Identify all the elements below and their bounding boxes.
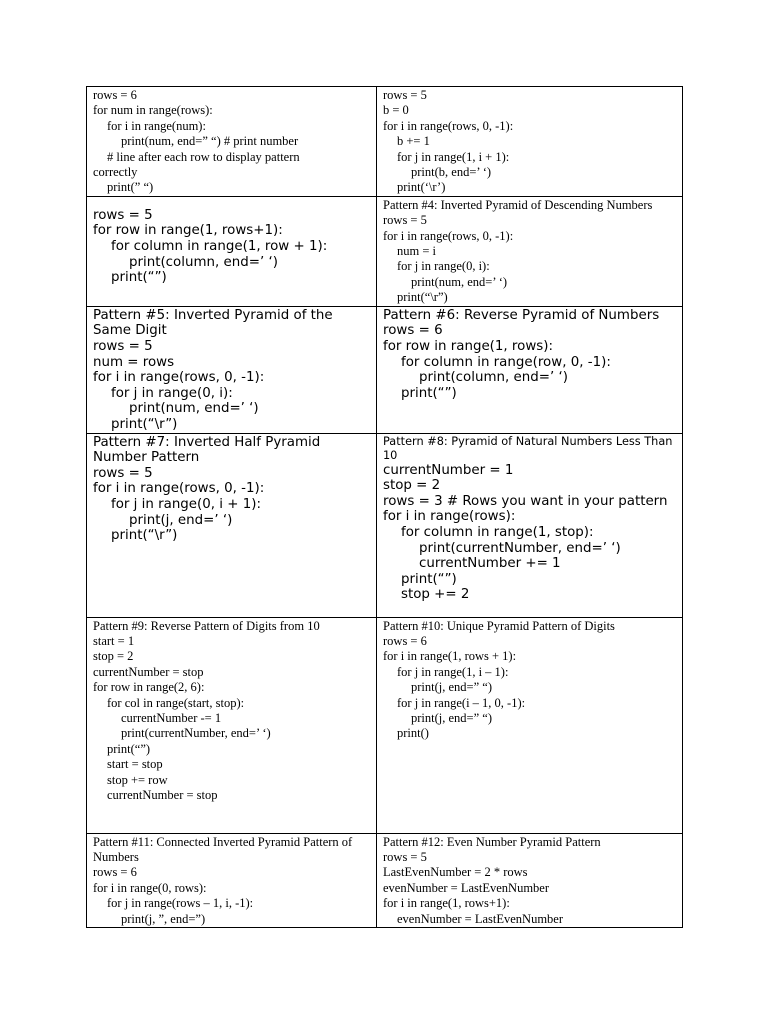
code-line: print(column, end=’ ‘) (129, 254, 278, 270)
code-line: for row in range(1, rows+1): (93, 223, 283, 239)
code-line: print(num, end=’ ‘) (129, 401, 259, 417)
code-line: for num in range(rows): (93, 103, 213, 118)
pattern-title: Pattern #6: Reverse Pyramid of Numbers (383, 307, 660, 323)
code-line: for j in range(i – 1, 0, -1): (397, 695, 526, 710)
pattern-title: Pattern #11: Connected Inverted Pyramid Pattern of Numbers (93, 834, 353, 864)
code-line: for j in range(1, i – 1): (397, 664, 509, 679)
cell-pattern-2 (377, 87, 683, 197)
code-line: print(b, end=’ ‘) (411, 165, 492, 180)
code-line: print(“”) (111, 270, 167, 286)
code-line: currentNumber = stop (107, 788, 218, 803)
cell-pattern-8 (377, 433, 683, 617)
code-line: rows = 5 (93, 465, 153, 481)
pattern-title: Pattern #7: Inverted Half Pyramid Number Pattern (93, 434, 321, 466)
code-line: for i in range(rows): (383, 509, 516, 525)
cell-pattern-7 (87, 433, 377, 617)
code-line: for row in range(1, rows): (383, 339, 554, 355)
code-line: rows = 5 (383, 850, 427, 864)
code-line: print(“”) (401, 571, 457, 587)
pattern-title: Pattern #4: Inverted Pyramid of Descending Numbers (383, 197, 653, 212)
code-line: for i in range(rows, 0, -1): (93, 481, 265, 497)
code-line: correctly (93, 165, 138, 180)
code-line: print(“”) (107, 741, 151, 756)
code-line: print(column, end=’ ‘) (419, 370, 568, 386)
code-line: for row in range(2, 6): (93, 680, 205, 695)
code-line: rows = 5 (383, 88, 427, 102)
code-line: print(j, ”, end=”) (121, 911, 206, 926)
code-line: print(” “) (107, 180, 154, 195)
code-line: print(num, end=’ ‘) (411, 274, 508, 289)
code-line: stop = 2 (93, 649, 134, 664)
cell-pattern-12 (377, 833, 683, 927)
pattern-title: Pattern #9: Reverse Pattern of Digits from 10 (93, 618, 320, 633)
code-line: start = stop (107, 757, 163, 772)
code-line: start = 1 (93, 634, 135, 648)
code-line: stop += 2 (401, 587, 470, 603)
code-line: print(j, end=’ ‘) (129, 512, 233, 528)
code-line: print(currentNumber, end=’ ‘) (121, 726, 271, 741)
code-line: b += 1 (397, 134, 430, 149)
code-line: for i in range(rows, 0, -1): (93, 370, 265, 386)
code-line: for i in range(0, rows): (93, 880, 207, 895)
code-line: stop += row (107, 772, 168, 787)
code-line: currentNumber = 1 (383, 462, 514, 478)
cell-pattern-5 (87, 306, 377, 433)
code-line: currentNumber += 1 (419, 556, 561, 572)
code-line: # line after each row to display pattern (107, 149, 300, 164)
document-page (86, 86, 682, 928)
code-line: for col in range(start, stop): (107, 695, 245, 710)
code-line: for column in range(row, 0, -1): (401, 354, 611, 370)
code-line: for i in range(rows, 0, -1): (383, 228, 514, 243)
cell-pattern-1 (87, 87, 377, 197)
code-line: for j in range(0, i): (397, 259, 490, 274)
code-line: for j in range(0, i + 1): (111, 496, 262, 512)
code-line: for column in range(1, stop): (401, 524, 594, 540)
cell-pattern-10 (377, 617, 683, 833)
code-line: print(j, end=” “) (411, 680, 492, 695)
code-line: rows = 5 (383, 213, 427, 228)
code-line: print(‘\r’) (397, 180, 446, 195)
cell-pattern-4 (377, 196, 683, 306)
code-line: for column in range(1, row + 1): (111, 239, 328, 255)
patterns-table (86, 86, 683, 928)
pattern-title: Pattern #10: Unique Pyramid Pattern of Digits (383, 618, 615, 633)
code-line: currentNumber = stop (93, 664, 204, 679)
code-line: print(“”) (401, 385, 457, 401)
code-line: stop = 2 (383, 478, 441, 494)
code-line: print(“\r”) (397, 290, 448, 305)
cell-pattern-9 (87, 617, 377, 833)
code-line: print(j, end=” “) (411, 711, 492, 726)
cell-pattern-11 (87, 833, 377, 927)
cell-pattern-6 (377, 306, 683, 433)
code-line: rows = 6 (93, 865, 137, 880)
code-line: b = 0 (383, 103, 409, 118)
code-line: evenNumber = LastEvenNumber (383, 880, 550, 895)
code-line: evenNumber = LastEvenNumber (397, 911, 564, 926)
pattern-title: Pattern #5: Inverted Pyramid of the Same Digit (93, 307, 333, 339)
code-line: print(“\r”) (111, 417, 178, 432)
code-line: print(currentNumber, end=’ ‘) (419, 540, 621, 556)
code-line: for j in range(1, i + 1): (397, 149, 510, 164)
code-line: print(num, end=” “) # print number (121, 134, 299, 149)
cell-pattern-3 (87, 196, 377, 306)
code-line: rows = 6 (383, 634, 427, 648)
code-line: for i in range(1, rows + 1): (383, 649, 517, 664)
code-line: num = i (397, 244, 436, 259)
pattern-title: Pattern #8: Pyramid of Natural Numbers Less Than 10 (383, 434, 673, 462)
code-line: rows = 5 (93, 207, 153, 223)
code-line: print(“\r”) (111, 528, 178, 544)
code-line: num = rows (93, 354, 175, 370)
code-line: currentNumber -= 1 (121, 711, 222, 726)
code-line: for i in range(1, rows+1): (383, 896, 510, 911)
code-line: rows = 3 # Rows you want in your pattern (383, 493, 668, 509)
code-line: for i in range(num): (107, 118, 206, 133)
code-line: rows = 5 (93, 339, 153, 355)
code-line: print() (397, 726, 429, 741)
code-line: LastEvenNumber = 2 * rows (383, 865, 528, 880)
code-line: rows = 6 (383, 323, 443, 339)
code-line: rows = 6 (93, 88, 137, 102)
code-line: for j in range(0, i): (111, 385, 233, 401)
code-line: for j in range(rows – 1, i, -1): (107, 896, 254, 911)
code-line: for i in range(rows, 0, -1): (383, 118, 514, 133)
pattern-title: Pattern #12: Even Number Pyramid Pattern (383, 834, 601, 849)
